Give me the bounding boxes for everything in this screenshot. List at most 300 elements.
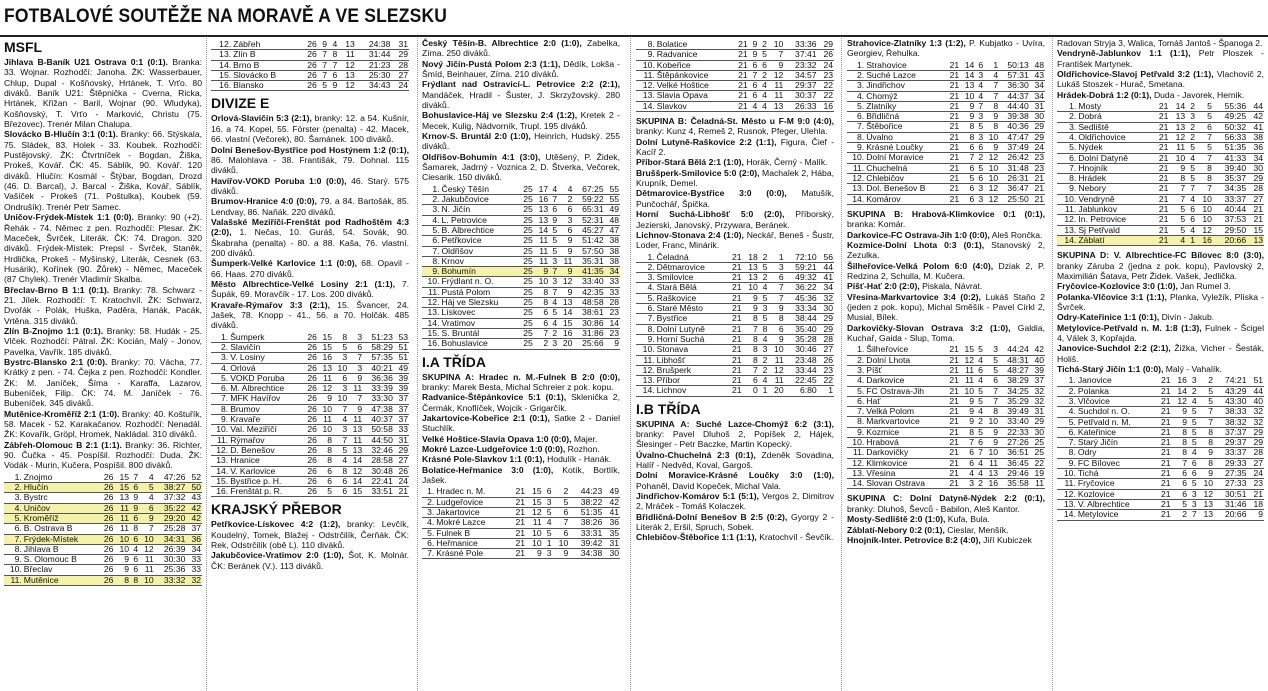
match-result: Břeclav-Brno B 1:1 (0:1). [4, 284, 110, 295]
stat-cell: 29:50 [1213, 225, 1247, 235]
stat-cell: 7 [984, 91, 999, 101]
stat-cell: 47:38 [363, 404, 394, 414]
stat-cell: 6 [333, 373, 348, 383]
stat-cell: 21 [945, 448, 960, 458]
stat-cell: 52 [186, 473, 202, 483]
stat-cell: 1. [422, 185, 440, 195]
stat-cell: 4 [759, 334, 769, 344]
stat-cell: 2 [975, 153, 984, 163]
match-result: Oldřišov-Bohumín 4:1 (3:0), [422, 151, 541, 162]
team-name: Odry [1077, 448, 1155, 458]
match-report [211, 145, 409, 176]
stat-cell: 9. [1057, 458, 1077, 468]
stat-cell: 14. [636, 101, 656, 111]
standings-table [211, 40, 409, 91]
stat-cell: 26 [303, 394, 318, 404]
match-report [211, 196, 409, 217]
match-details: P. Kubjatko - Uvíra, Georgiev, Řehulka. [847, 38, 1045, 59]
stat-cell: 28 [391, 60, 409, 70]
stat-cell: 6 [768, 324, 784, 334]
team-name: Slavičín [229, 343, 303, 353]
stat-cell: 50:13 [999, 61, 1030, 71]
stat-cell: 37:53 [1213, 215, 1247, 225]
match-result: Hnojník-Inter. Petrovice 8:2 (4:0), [847, 534, 981, 545]
table-row [1057, 438, 1264, 448]
team-name: Kroměříž [23, 513, 99, 523]
stat-cell: 16 [558, 328, 573, 338]
stat-cell: 3 [549, 339, 558, 349]
match-details: 7. Šupák, 69. Moravčík - 17. Los. 200 diváků. [211, 278, 409, 300]
stat-cell: 3 [759, 304, 769, 314]
stat-cell: 2 [1198, 376, 1214, 386]
stat-cell: 23:32 [784, 60, 817, 70]
match-report [636, 188, 834, 209]
match-result: Vendryně-Jablunkov 1:1 (1:1), [1057, 48, 1191, 59]
stat-cell: 6 [960, 163, 975, 173]
table-row [847, 184, 1045, 194]
stat-cell: 8 [743, 345, 759, 355]
table-row [1057, 417, 1264, 427]
team-name: Fryčovice [1077, 479, 1155, 489]
stat-cell: 13 [348, 445, 363, 455]
table-row [1057, 143, 1264, 153]
table-row [422, 328, 620, 338]
team-name: Dobrá [1077, 112, 1152, 122]
stat-cell: 32 [1247, 407, 1264, 417]
stat-cell: 3 [975, 70, 984, 80]
table-row [636, 304, 834, 314]
stat-cell: 9 [768, 304, 784, 314]
stat-cell: 51:35 [1213, 143, 1247, 153]
stat-cell: 8 [984, 407, 999, 417]
stat-cell: 31 [391, 40, 409, 50]
stat-cell: 26 [394, 466, 409, 476]
stat-cell: 7 [139, 524, 155, 534]
stat-cell: 38 [605, 256, 620, 266]
match-details: 15. Švancer, 24. Jašek, 78. Knopp - 41., 56. a 70. Holčák. 485 diváků. [211, 299, 409, 331]
stat-cell: 21 [945, 407, 960, 417]
stat-cell: 21 [945, 61, 960, 71]
stat-cell: 9 [743, 304, 759, 314]
match-details: Dědík, Lokša - Šmíd, Beinhauer, Zíma. 210 diváků. [422, 58, 620, 80]
stat-cell: 13 [338, 40, 356, 50]
match-report [422, 454, 620, 464]
stat-cell: 4 [549, 185, 558, 195]
team-name: B. Albrechtice [440, 226, 518, 236]
stat-cell: 11 [534, 236, 549, 246]
stat-cell: 11 [139, 555, 155, 565]
match-report [847, 323, 1045, 344]
stat-cell: 11 [114, 513, 130, 523]
match-result: Hrádek-Dobrá 1:2 (0:1), [1057, 89, 1152, 100]
stat-cell: 2 [759, 273, 769, 283]
match-report [1057, 312, 1264, 322]
match-report [1057, 69, 1264, 90]
stat-cell: 48:58 [573, 298, 604, 308]
stat-cell: 11 [534, 246, 549, 256]
team-name: Kozmice [865, 427, 945, 437]
match-details: Fulnek - Šcigel 4, Válek 3, Kopřajda. [1057, 322, 1264, 343]
stat-cell: 44:40 [999, 101, 1030, 111]
stat-cell: 26 [99, 483, 115, 493]
stat-cell: 26 [303, 476, 318, 486]
stat-cell: 6 [960, 184, 975, 194]
table-row [1057, 499, 1264, 509]
match-result: Metylovice-Petřvald n. M. 1:8 (1:3), [1057, 322, 1202, 333]
stat-cell: 15. [422, 328, 440, 338]
stat-cell: 10 [553, 538, 570, 548]
stat-cell: 9 [984, 427, 999, 437]
stat-cell: 21 [945, 173, 960, 183]
team-name: Kozlovice [1077, 489, 1155, 499]
stat-cell: 25:36 [155, 565, 187, 575]
stat-cell: 5 [1169, 205, 1186, 215]
table-row [1057, 153, 1264, 163]
stat-cell: 29 [818, 40, 834, 50]
stat-cell: 8 [333, 466, 348, 476]
table-row [636, 376, 834, 386]
stat-cell: 5 [1198, 386, 1214, 396]
stat-cell: 7. [847, 122, 865, 132]
stat-cell: 5 [1188, 479, 1198, 489]
stat-cell: 7 [1186, 184, 1196, 194]
stat-cell: 11 [1169, 143, 1186, 153]
match-details: Jan Rumel 3. [1177, 281, 1231, 292]
stat-cell: 4. [4, 503, 23, 513]
match-report [422, 465, 620, 486]
stat-cell: 33:37 [1214, 448, 1247, 458]
stat-cell: 38:22 [569, 497, 603, 507]
match-result: Kozmice-Dolní Lhota 0:3 (0:1), [847, 239, 985, 250]
stat-cell: 8. [211, 404, 229, 414]
table-row [1057, 489, 1264, 499]
stat-cell: 8 [1198, 458, 1214, 468]
stat-cell: 5 [1186, 174, 1196, 184]
stat-cell: 12. [636, 81, 656, 91]
stat-cell: 21 [732, 60, 748, 70]
match-report [847, 230, 1045, 240]
stat-cell: 21 [732, 40, 748, 50]
stat-cell: 21 [1247, 489, 1264, 499]
stat-cell: 13 [743, 262, 759, 272]
stat-cell: 9 [558, 246, 573, 256]
stat-cell: 30:86 [573, 318, 604, 328]
team-name: Chlebičov [865, 173, 945, 183]
team-name: FC Ostrava-Jih [865, 386, 945, 396]
stat-cell: 38:26 [569, 518, 603, 528]
stat-cell: 67:25 [573, 185, 604, 195]
stat-cell: 8 [318, 435, 333, 445]
team-name: Petřkovice [440, 236, 518, 246]
stat-cell: 3 [768, 262, 784, 272]
team-name: Hrabová [865, 437, 945, 447]
stat-cell: 6 [130, 555, 139, 565]
match-details: Matušík, Punčochář, Špička. [636, 188, 834, 209]
table-row [636, 334, 834, 344]
team-name: Vřesina [865, 468, 945, 478]
stat-cell: 23 [1030, 163, 1045, 173]
match-details: Malý - Vahalík. [1163, 364, 1222, 374]
stat-cell: 3 [1188, 489, 1198, 499]
table-row [1057, 215, 1264, 225]
stat-cell: 30:48 [363, 466, 394, 476]
table-row [636, 324, 834, 334]
stat-cell: 5. [847, 101, 865, 111]
table-row [847, 70, 1045, 80]
stat-cell: 6 [749, 81, 759, 91]
stat-cell: 5 [975, 396, 984, 406]
table-row [1057, 225, 1264, 235]
stat-cell: 21:23 [356, 60, 392, 70]
stat-cell: 7 [348, 394, 363, 404]
match-result: Šumperk-Velké Karlovice 1:1 (0:0), [211, 258, 358, 269]
stat-cell: 11 [534, 256, 549, 266]
stat-cell: 21 [726, 314, 742, 324]
stat-cell: 4 [1188, 448, 1198, 458]
stat-cell: 9 [984, 437, 999, 447]
stat-cell: 40 [1030, 355, 1045, 365]
stat-cell: 21 [1153, 235, 1170, 245]
match-details: branky: 12. a 54. Kušnír, 16. a 74. Kopel, 55. Förster (penalta) - 42. Macek, 66. vlastní (Večorek), 80. Šamánek. 100 diváků. [211, 113, 409, 145]
stat-cell: 26:33 [784, 101, 817, 111]
stat-cell: 4 [549, 318, 558, 328]
stat-cell: 7 [749, 70, 759, 80]
stat-cell: 13. [211, 50, 232, 60]
stat-cell: 33 [605, 277, 620, 287]
team-name: Orlová [229, 363, 303, 373]
stat-cell: 9 [749, 40, 759, 50]
team-name: Šumperk [229, 333, 303, 343]
stat-cell: 21 [945, 417, 960, 427]
stat-cell: 5 [553, 497, 570, 507]
stat-cell: 11 [768, 91, 784, 101]
match-report [636, 116, 834, 137]
stat-cell: 10 [960, 91, 975, 101]
match-result: Šilheřovice-Velká Polom 6:0 (4:0), [847, 260, 994, 271]
stat-cell: 4. [636, 283, 656, 293]
stat-cell: 5 [1169, 215, 1186, 225]
stat-cell: 40 [1247, 396, 1264, 406]
table-row [847, 386, 1045, 396]
stat-cell: 33:30 [363, 394, 394, 404]
stat-cell: 7 [743, 365, 759, 375]
stat-cell: 3. [4, 493, 23, 503]
stat-cell: 5 [333, 445, 348, 455]
stat-cell: 33 [394, 425, 409, 435]
stat-cell: 12 [1196, 225, 1213, 235]
stat-cell: 2. [1057, 386, 1077, 396]
stat-cell: 1. [1057, 376, 1077, 386]
stat-cell: 21 [1030, 184, 1045, 194]
match-result: Bystrc-Blansko 2:1 (0:0). [4, 356, 108, 367]
stat-cell: 26 [303, 373, 318, 383]
stat-cell: 36 [186, 534, 202, 544]
match-result: Valašské Meziříčí-Frenštát pod Radhoštěm 4:3 (2:0), [211, 216, 409, 238]
stat-cell: 14. [1057, 235, 1077, 245]
match-details: Machalek 2, Hába, Krupník, Demel. [636, 167, 834, 189]
stat-cell: 36:30 [999, 81, 1030, 91]
stat-cell: 6 [333, 487, 348, 497]
match-details: branky Záruba 2 (jedna z pok. kopu), Pavlovský 2, Maximilián Šatava, Petr Židek. Vašek, Jedlička. [1057, 260, 1264, 281]
stat-cell: 5 [333, 343, 348, 353]
stat-cell: 10 [984, 132, 999, 142]
team-name: V. Karlovice [229, 466, 303, 476]
stat-cell: 26:39 [155, 544, 187, 554]
stat-cell: 35:22 [155, 503, 187, 513]
stat-cell: 7. [847, 407, 865, 417]
match-result: SKUPINA A: Suché Lazce-Chomýž 6:2 (3:1), [636, 418, 834, 429]
stat-cell: 21 [945, 122, 960, 132]
stat-cell: 43 [186, 493, 202, 503]
stat-cell: 16 [1172, 376, 1188, 386]
stat-cell: 21 [1155, 427, 1171, 437]
stat-cell: 43:30 [1214, 396, 1247, 406]
stat-cell: 3 [1188, 376, 1198, 386]
stat-cell: 8. [422, 256, 440, 266]
table-row [1057, 122, 1264, 132]
stat-cell: 13 [768, 101, 784, 111]
match-result: Havířov-VOKD Poruba 1:0 (0:0), [211, 175, 347, 186]
stat-cell: 21 [1153, 194, 1170, 204]
stat-cell: 13 [984, 468, 999, 478]
team-name: Kobeřice [656, 60, 733, 70]
stat-cell: 6 [139, 503, 155, 513]
stat-cell: 6 [749, 91, 759, 101]
stat-cell: 7. [211, 394, 229, 404]
stat-cell: 5 [1198, 396, 1214, 406]
stat-cell: 10 [984, 417, 999, 427]
match-result: Radvanice-Štěpánkovice 5:1 (0:1), [422, 392, 567, 403]
match-details: Stanovský 2, Zezulka. [847, 239, 1045, 261]
stat-cell: 7 [984, 396, 999, 406]
stat-cell: 14 [348, 456, 363, 466]
stat-cell: 37 [1030, 376, 1045, 386]
column-1 [4, 38, 202, 691]
stat-cell: 23 [818, 70, 834, 80]
stat-cell: 29 [1030, 122, 1045, 132]
stat-cell: 10 [960, 386, 975, 396]
stat-cell: 34:43 [356, 81, 392, 91]
stat-cell: 49:32 [785, 273, 818, 283]
stat-cell: 2 [1172, 510, 1188, 520]
match-result: Polanka-Vlčovice 3:1 (1:1), [1057, 291, 1167, 302]
stat-cell: 7 [984, 81, 999, 91]
team-name: Znojmo [23, 473, 99, 483]
stat-cell: 9. [422, 267, 440, 277]
stat-cell: 23 [1030, 153, 1045, 163]
table-row [847, 407, 1045, 417]
table-row [847, 143, 1045, 153]
stat-cell: 29 [1247, 427, 1264, 437]
table-row [422, 267, 620, 277]
stat-cell: 14 [1172, 386, 1188, 396]
stat-cell: 42 [1030, 345, 1045, 355]
stat-cell: 26 [300, 60, 318, 70]
stat-cell: 11. [1057, 205, 1077, 215]
stat-cell: 6 [558, 205, 573, 215]
match-report [636, 491, 834, 512]
stat-cell: 21 [1030, 173, 1045, 183]
table-row [1057, 458, 1264, 468]
team-name: M. Albrechtice [229, 384, 303, 394]
stat-cell: 21 [726, 253, 742, 263]
match-report [422, 38, 620, 59]
stat-cell: 21 [726, 324, 742, 334]
stat-cell: 11. [847, 163, 865, 173]
stat-cell: 7 [960, 437, 975, 447]
team-name: Markvartovice [865, 417, 945, 427]
stat-cell: 25 [1030, 448, 1045, 458]
stat-cell: 2 [759, 253, 769, 263]
stat-cell: 25 [518, 339, 533, 349]
stat-cell: 34 [605, 267, 620, 277]
stat-cell: 15. [211, 70, 232, 80]
match-details: branky: Dluhoš, Ševců - Babilon, Aleš Kantor. [847, 503, 1020, 514]
stat-cell: 11 [338, 50, 356, 60]
stat-cell: 7 [534, 328, 549, 338]
stat-cell: 21 [1155, 396, 1171, 406]
match-result: Píšť-Hať 2:0 (2:0), [847, 281, 920, 292]
stat-cell: 2. [4, 483, 23, 493]
stat-cell: 50 [186, 483, 202, 493]
match-result: Dolní Lutyně-Raškovice 2:2 (1:1), [636, 136, 777, 147]
section-heading: DIVIZE E [211, 95, 270, 112]
match-report [211, 519, 409, 550]
stat-cell: 8. [636, 324, 656, 334]
table-row [4, 524, 202, 534]
match-report [1057, 48, 1264, 69]
table-row [422, 487, 620, 497]
match-result: SKUPINA A: Hradec n. M.-Fulnek B 2:0 (0:0), [422, 371, 620, 382]
stat-cell: 21 [945, 468, 960, 478]
match-details: Duda - Javorek, Hernik. [1151, 89, 1245, 100]
stat-cell: 5 [1196, 112, 1213, 122]
table-row [1057, 205, 1264, 215]
stat-cell: 8 [318, 445, 333, 455]
stat-cell: 15. [211, 476, 229, 486]
stat-cell: 3. [847, 365, 865, 375]
match-result: Vřesina-Markvartovice 3:4 (0:2), [847, 291, 981, 302]
team-name: Šilheřovice [865, 345, 945, 355]
stat-cell: 13 [558, 298, 573, 308]
stat-cell: 3 [984, 345, 999, 355]
stat-cell: 35 [603, 528, 620, 538]
table-row [211, 353, 409, 363]
team-name: Štěpánkovice [656, 70, 733, 80]
stat-cell: 34:35 [1213, 184, 1247, 194]
table-row [1057, 510, 1264, 520]
stat-cell: 13. [636, 376, 656, 386]
stat-cell: 1. [422, 487, 435, 497]
match-details: Kratochvíl - Ševčík. [756, 532, 834, 543]
stat-cell: 2 [759, 365, 769, 375]
stat-cell: 4 [975, 355, 984, 365]
stat-cell: 6 [984, 376, 999, 386]
stat-cell: 39:49 [999, 407, 1030, 417]
stat-cell: 9. [1057, 184, 1077, 194]
stat-cell: 12 [558, 277, 573, 287]
match-report [211, 550, 409, 571]
team-name: Heřmanice [435, 538, 509, 548]
stat-cell: 29 [391, 50, 409, 60]
match-result: SKUPINA C: Dolní Datyně-Nýdek 2:2 (0:1), [847, 493, 1045, 504]
stat-cell: 29:37 [784, 81, 817, 91]
stat-cell: 26 [99, 513, 115, 523]
stat-cell: 5. [422, 528, 435, 538]
stat-cell: 21 [726, 345, 742, 355]
match-report [422, 152, 620, 183]
stat-cell: 3 [543, 549, 553, 559]
